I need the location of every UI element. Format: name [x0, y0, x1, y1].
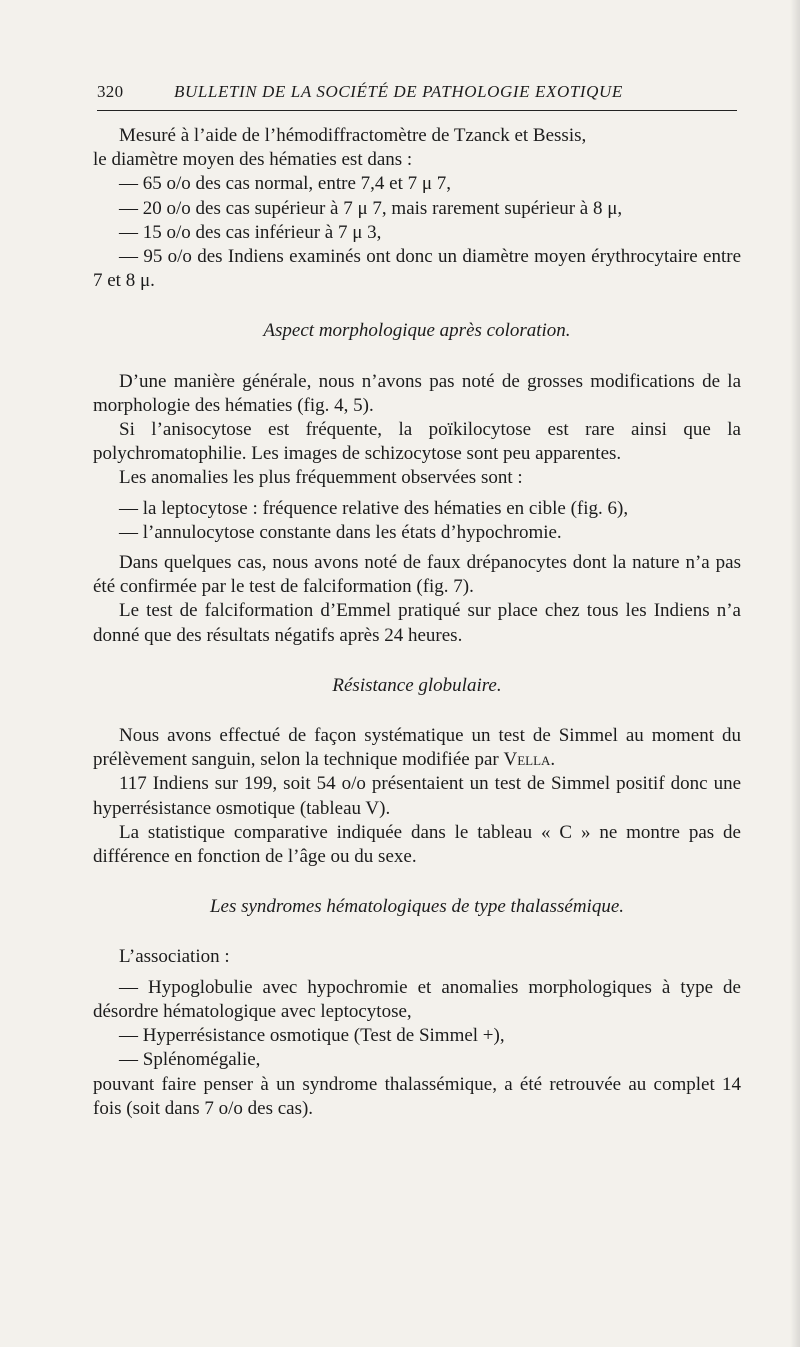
paragraph: D’une manière générale, nous n’avons pas noté de grosses modifications de la morphologie des hématies (fig. 4, 5). — [93, 370, 741, 416]
paragraph: Le test de falciformation d’Emmel pratiqué sur place chez tous les Indiens n’a donné que des résultats négatifs après 24 heures. — [93, 600, 741, 646]
list-item: — Hypoglobulie avec hypochromie et anomalies morphologiques à type de désordre hématologique avec leptocytose, — [93, 976, 741, 1022]
running-header — [97, 82, 737, 106]
paragraph: L’association : — [119, 946, 230, 968]
measurement-item: — 65 o/o des cas normal, entre 7,4 et 7 μ 7, — [119, 173, 452, 195]
paragraph: Si l’anisocytose est fréquente, la poïkilocytose est rare ainsi que la polychromatophilie. Les images de schizocytose sont peu apparentes. — [93, 419, 741, 465]
author-name: Vella — [503, 749, 551, 771]
paragraph: La statistique comparative indiquée dans le tableau « C » ne montre pas de différence en fonction de l’âge ou du sexe. — [93, 821, 741, 868]
paragraph-end: . — [550, 749, 556, 771]
paragraph — [93, 724, 741, 772]
article-body — [93, 124, 741, 1121]
page-number: 320 — [97, 82, 124, 101]
page-edge-shadow — [790, 0, 800, 1347]
paragraph: Les anomalies les plus fréquemment observées sont : — [119, 467, 523, 489]
paragraph: pouvant faire penser à un syndrome thalassémique, a été retrouvée au complet 14 fois (soit dans 7 o/o des cas). — [93, 1073, 741, 1119]
measurement-item: — 15 o/o des cas inférieur à 7 μ 3, — [119, 221, 382, 243]
section-title-syndromes: Les syndromes hématologiques de type thalassémique. — [209, 896, 625, 918]
journal-title: BULLETIN DE LA SOCIÉTÉ DE PATHOLOGIE EXOTIQUE — [174, 82, 623, 101]
list-item: — Hyperrésistance osmotique (Test de Simmel +), — [119, 1025, 505, 1047]
paragraph-text: Nous avons effectué de façon systématique un test de Simmel au moment du prélèvement sanguin, selon la technique modifiée par — [93, 725, 741, 771]
measurement-item: — 20 o/o des cas supérieur à 7 μ 7, mais rarement supérieur à 8 μ, — [119, 197, 623, 219]
intro-line-2: le diamètre moyen des hématies est dans : — [93, 149, 413, 171]
intro-line-1: Mesuré à l’aide de l’hémodiffractomètre de Tzanck et Bessis, — [119, 125, 587, 146]
section-title-aspect: Aspect morphologique après coloration. — [263, 320, 571, 342]
measurement-item: — 95 o/o des Indiens examinés ont donc un diamètre moyen érythrocytaire entre 7 et 8 μ. — [93, 246, 741, 292]
header-rule — [97, 110, 737, 111]
list-item: — Splénomégalie, — [119, 1049, 261, 1071]
paragraph: Dans quelques cas, nous avons noté de faux drépanocytes dont la nature n’a pas été confirmée par le test de falciformation (fig. 7). — [93, 552, 741, 598]
paragraph: 117 Indiens sur 199, soit 54 o/o présentaient un test de Simmel positif donc une hyperrésistance osmotique (tableau V). — [93, 773, 741, 819]
section-title-resistance: Résistance globulaire. — [332, 674, 502, 696]
list-item: — l’annulocytose constante dans les états d’hypochromie. — [119, 521, 562, 543]
list-item: — la leptocytose : fréquence relative des hématies en cible (fig. 6), — [119, 497, 629, 519]
